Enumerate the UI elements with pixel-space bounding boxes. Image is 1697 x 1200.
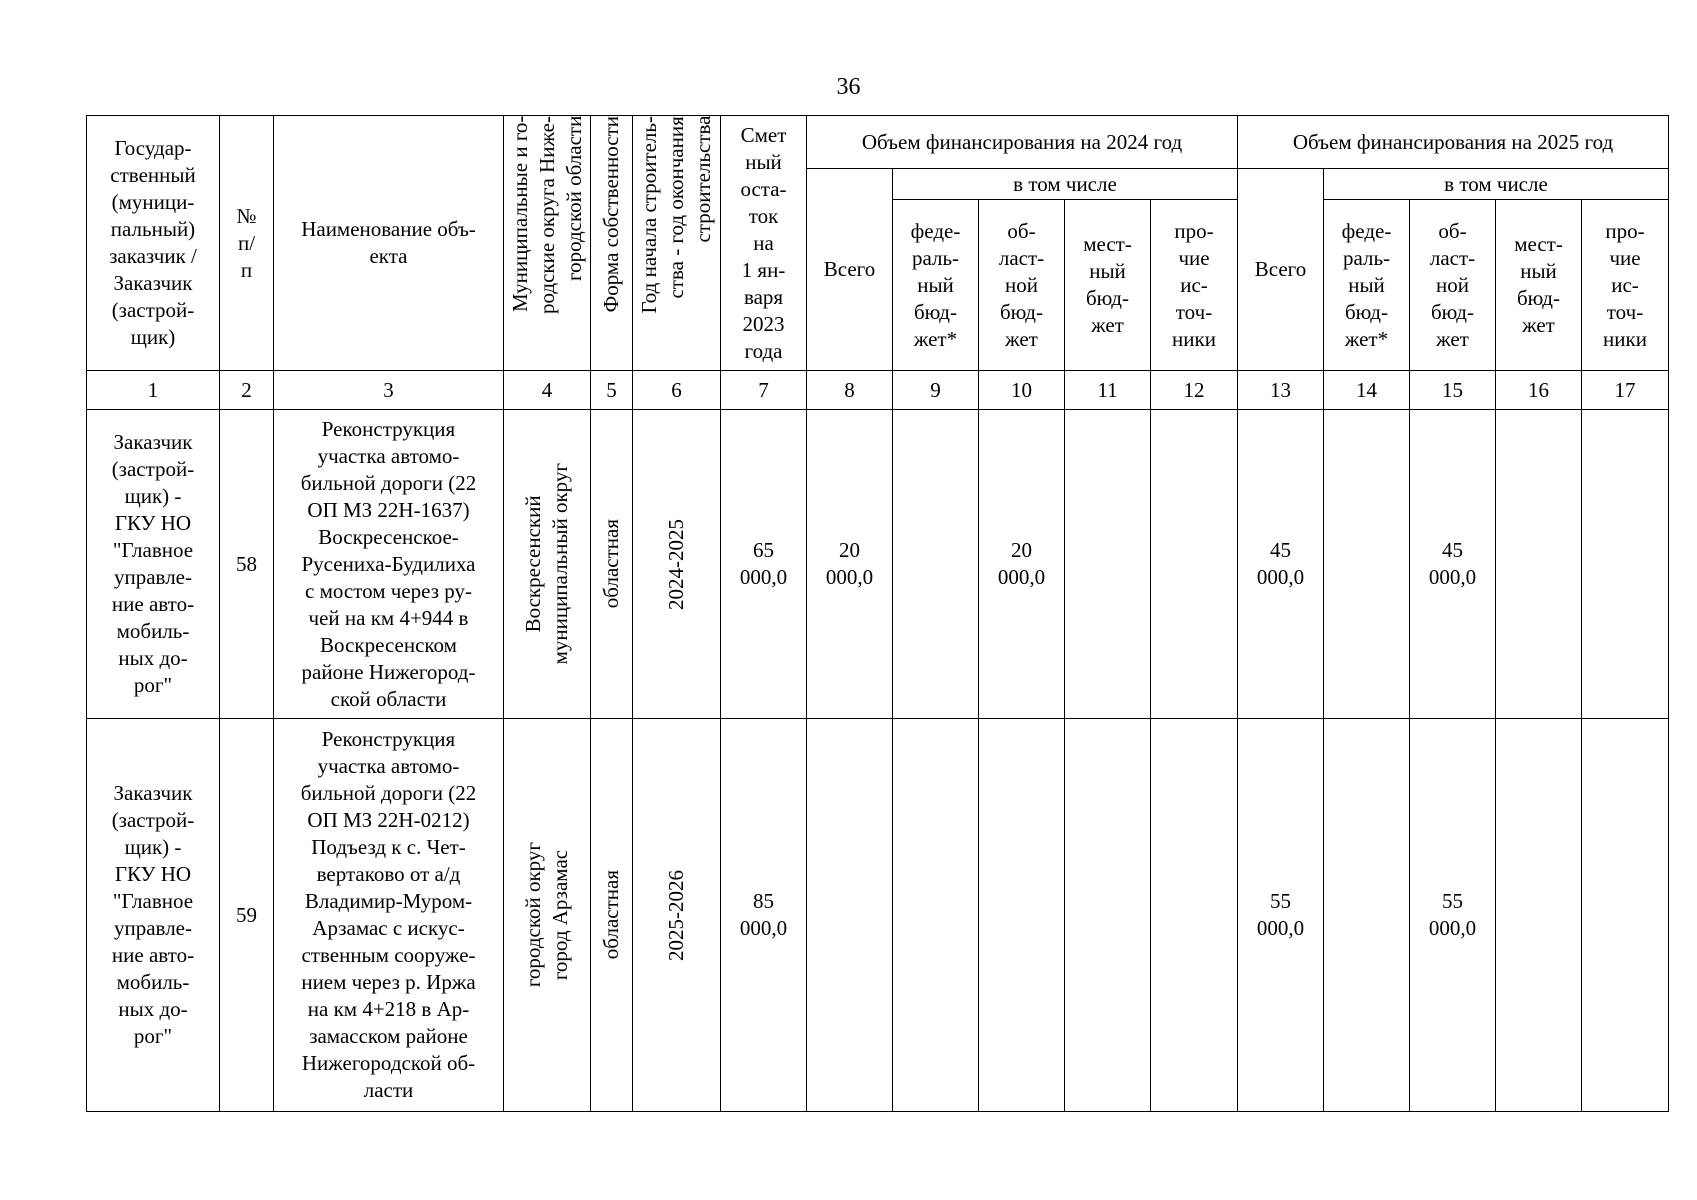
column-number: 17 <box>1582 371 1669 410</box>
cell-estimate: 85 000,0 <box>721 719 807 1112</box>
cell-total-2025: 55 000,0 <box>1238 719 1324 1112</box>
column-number: 13 <box>1238 371 1324 410</box>
header-years <box>633 116 721 371</box>
cell-customer: Заказчик (застрой- щик) - ГКУ НО "Главное управле- ние авто- мобиль- ных до- рог" <box>87 719 220 1112</box>
header-ownership <box>591 116 633 371</box>
table-row <box>87 410 1669 719</box>
cell-local-2025 <box>1496 410 1582 719</box>
cell-other-2024 <box>1151 719 1238 1112</box>
table-row <box>87 719 1669 1112</box>
financing-table <box>86 115 1669 1112</box>
cell-ownership-text: областная <box>599 519 623 609</box>
cell-municipality <box>504 719 591 1112</box>
column-number: 15 <box>1410 371 1496 410</box>
column-number: 6 <box>633 371 721 410</box>
header-local-2025: мест- ный бюд- жет <box>1496 200 1582 371</box>
header-including-2025: в том числе <box>1324 169 1669 200</box>
cell-customer: Заказчик (застрой- щик) - ГКУ НО "Главное управле- ние авто- мобиль- ных до- рог" <box>87 410 220 719</box>
column-number: 4 <box>504 371 591 410</box>
cell-ownership <box>591 719 633 1112</box>
cell-federal-2025 <box>1324 410 1410 719</box>
header-total-2024: Всего <box>807 169 893 371</box>
cell-federal-2024 <box>893 410 979 719</box>
column-number: 11 <box>1065 371 1151 410</box>
cell-other-2025 <box>1582 719 1669 1112</box>
cell-years-text: 2024-2025 <box>664 518 688 610</box>
header-federal-2025: феде- раль- ный бюд- жет* <box>1324 200 1410 371</box>
header-other-2024: про- чие ис- точ- ники <box>1151 200 1238 371</box>
cell-regional-2025: 55 000,0 <box>1410 719 1496 1112</box>
header-local-2024: мест- ный бюд- жет <box>1065 200 1151 371</box>
cell-municipality <box>504 410 591 719</box>
cell-years-text: 2025-2026 <box>664 869 688 961</box>
column-number: 16 <box>1496 371 1582 410</box>
header-num: № п/ п <box>220 116 274 371</box>
column-number: 1 <box>87 371 220 410</box>
header-including-2024: в том числе <box>893 169 1238 200</box>
cell-ownership-text: областная <box>599 870 623 960</box>
header-municipality <box>504 116 591 371</box>
cell-regional-2025: 45 000,0 <box>1410 410 1496 719</box>
cell-federal-2024 <box>893 719 979 1112</box>
header-regional-2024: об- ласт- ной бюд- жет <box>979 200 1065 371</box>
cell-years <box>633 719 721 1112</box>
cell-local-2025 <box>1496 719 1582 1112</box>
column-number: 7 <box>721 371 807 410</box>
cell-other-2024 <box>1151 410 1238 719</box>
header-years-text: Год начала строитель- ства - год окончания строительства <box>637 116 715 314</box>
cell-object-name: Реконструкция участка автомо- бильной дороги (22 ОП МЗ 22Н-1637) Воскресенское- Русениха-Будилиха с мостом через ру- чей на км 4+944 в Воскресенском районе Нижегород- ской области <box>274 410 504 719</box>
cell-municipality-text: городской округ город Арзамас <box>521 842 572 988</box>
cell-num: 59 <box>220 719 274 1112</box>
cell-object-name: Реконструкция участка автомо- бильной дороги (22 ОП МЗ 22Н-0212) Подъезд к с. Чет- вертаково от а/д Владимир-Муром- Арзамас с искус- ственным сооруже- нием через р. Иржа на км 4+218 в Ар- замасском районе Нижегородской об- ласти <box>274 719 504 1112</box>
column-number: 8 <box>807 371 893 410</box>
cell-federal-2025 <box>1324 719 1410 1112</box>
cell-municipality-text: Воскресенский муниципальный округ <box>521 463 572 665</box>
column-number: 12 <box>1151 371 1238 410</box>
cell-local-2024 <box>1065 719 1151 1112</box>
header-fin-2024: Объем финансирования на 2024 год <box>807 116 1238 169</box>
cell-num: 58 <box>220 410 274 719</box>
cell-total-2025: 45 000,0 <box>1238 410 1324 719</box>
header-estimate: Смет ный оста- ток на 1 ян- варя 2023 года <box>721 116 807 371</box>
column-number: 9 <box>893 371 979 410</box>
cell-regional-2024 <box>979 719 1065 1112</box>
column-number: 5 <box>591 371 633 410</box>
header-object-name: Наименование объ- екта <box>274 116 504 371</box>
cell-estimate: 65 000,0 <box>721 410 807 719</box>
cell-ownership <box>591 410 633 719</box>
header-customer: Государ- ственный (муници- пальный) заказчик / Заказчик (застрой- щик) <box>87 116 220 371</box>
cell-years <box>633 410 721 719</box>
header-other-2025: про- чие ис- точ- ники <box>1582 200 1669 371</box>
header-municipality-text: Муниципальные и го- родские округа Ниже- городской области <box>507 116 586 314</box>
cell-local-2024 <box>1065 410 1151 719</box>
column-number: 3 <box>274 371 504 410</box>
header-fin-2025: Объем финансирования на 2025 год <box>1238 116 1669 169</box>
page-number: 36 <box>836 74 861 100</box>
column-number: 10 <box>979 371 1065 410</box>
column-number-row <box>87 371 1669 410</box>
header-regional-2025: об- ласт- ной бюд- жет <box>1410 200 1496 371</box>
column-number: 14 <box>1324 371 1410 410</box>
cell-other-2025 <box>1582 410 1669 719</box>
column-number: 2 <box>220 371 274 410</box>
cell-total-2024: 20 000,0 <box>807 410 893 719</box>
header-federal-2024: феде- раль- ный бюд- жет* <box>893 200 979 371</box>
header-total-2025: Всего <box>1238 169 1324 371</box>
header-ownership-text: Форма собственности <box>599 116 623 313</box>
cell-total-2024 <box>807 719 893 1112</box>
cell-regional-2024: 20 000,0 <box>979 410 1065 719</box>
